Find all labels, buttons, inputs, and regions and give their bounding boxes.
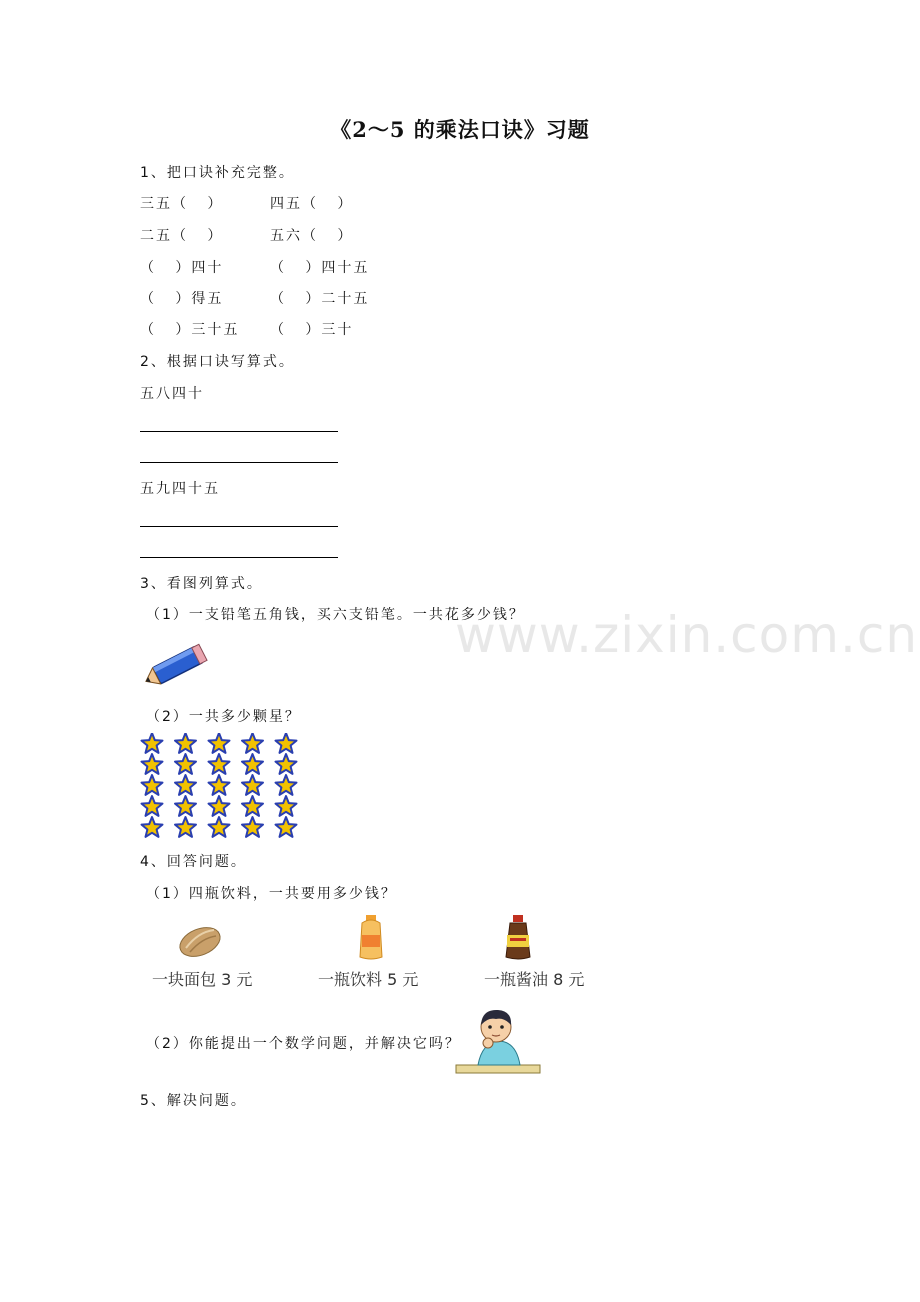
page-title: 《2～5 的乘法口诀》习题 [330, 117, 590, 142]
star-icon [142, 733, 163, 753]
star-icon [175, 775, 196, 795]
pencil-icon [140, 638, 216, 692]
star-icon [242, 796, 263, 816]
star-icon [276, 817, 297, 837]
q1-heading: 1、把口诀补充完整。 [140, 165, 295, 181]
star-grid [138, 733, 300, 839]
watermark: www.zixin.com.cn [455, 606, 919, 664]
star-icon [175, 754, 196, 774]
q2-item-1: 五八四十 [140, 386, 204, 402]
q5-heading: 5、解决问题。 [140, 1093, 247, 1109]
q4-sub2: （2）你能提出一个数学问题，并解决它吗？ [146, 1036, 461, 1052]
q2-heading: 2、根据口诀写算式。 [140, 354, 295, 370]
star-icon [209, 754, 230, 774]
star-icon [175, 733, 196, 753]
soy-sauce-price: 一瓶酱油 8 元 [484, 970, 585, 989]
star-icon [142, 775, 163, 795]
star-icon [276, 775, 297, 795]
q1-blank-10: （ ）三十 [270, 322, 354, 338]
star-icon [242, 754, 263, 774]
bread-icon [176, 920, 224, 960]
q1-blank-2: 四五（ ） [270, 196, 354, 212]
star-icon [175, 817, 196, 837]
q3-heading: 3、看图列算式。 [140, 576, 263, 592]
star-icon [242, 733, 263, 753]
q1-blank-7: （ ）得五 [140, 291, 224, 307]
q4-heading: 4、回答问题。 [140, 854, 247, 870]
q3-sub2: （2）一共多少颗星？ [146, 709, 301, 725]
drink-price: 一瓶饮料 5 元 [318, 970, 419, 989]
star-icon [209, 733, 230, 753]
bread-price: 一块面包 3 元 [152, 970, 253, 989]
q1-blank-3: 二五（ ） [140, 228, 224, 244]
soy-sauce-bottle-icon [500, 913, 536, 961]
star-icon [209, 817, 230, 837]
star-icon [142, 754, 163, 774]
star-icon [209, 775, 230, 795]
q2-item-2: 五九四十五 [140, 481, 220, 497]
q1-blank-6: （ ）四十五 [270, 260, 370, 276]
q4-sub1: （1）四瓶饮料，一共要用多少钱？ [146, 886, 397, 902]
q1-blank-4: 五六（ ） [270, 228, 354, 244]
star-icon [175, 796, 196, 816]
q1-blank-1: 三五（ ） [140, 196, 224, 212]
star-icon [209, 796, 230, 816]
star-icon [242, 817, 263, 837]
answer-line[interactable] [140, 462, 338, 463]
q1-blank-8: （ ）二十五 [270, 291, 370, 307]
drink-bottle-icon [354, 913, 388, 961]
q3-sub1: （1）一支铅笔五角钱，买六支铅笔。一共花多少钱？ [146, 607, 525, 623]
thinking-boy-icon [452, 1003, 542, 1077]
star-icon [142, 817, 163, 837]
star-icon [242, 775, 263, 795]
answer-line[interactable] [140, 431, 338, 432]
star-icon [276, 796, 297, 816]
star-icon [142, 796, 163, 816]
q1-blank-9: （ ）三十五 [140, 322, 240, 338]
answer-line[interactable] [140, 526, 338, 527]
star-icon [276, 733, 297, 753]
star-icon [276, 754, 297, 774]
q1-blank-5: （ ）四十 [140, 260, 224, 276]
answer-line[interactable] [140, 557, 338, 558]
